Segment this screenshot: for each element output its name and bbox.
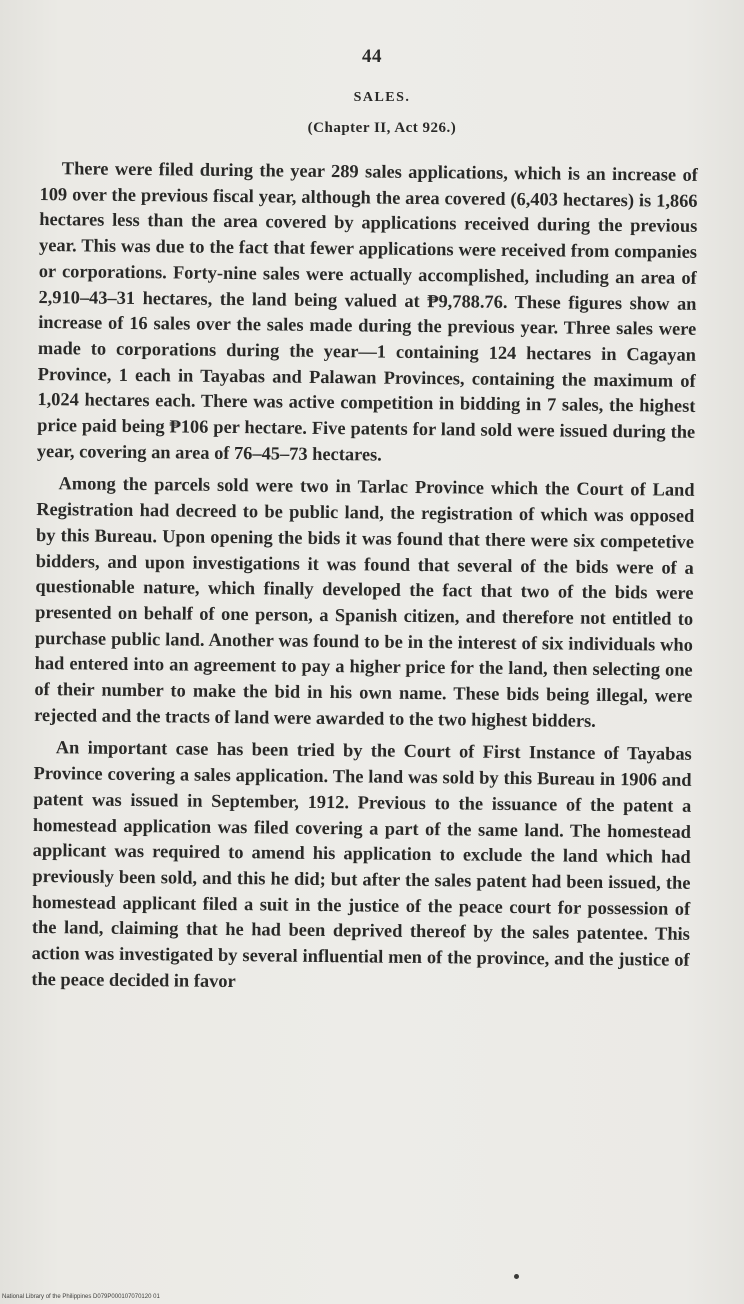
body-text <box>31 156 698 1006</box>
paragraph-sales-summary: There were filed during the year 289 sales applications, which is an increase of 109 over the previous fiscal year, although the area covered (6,403 hectares) is 1,866 hectares less than the area covered by applications received during the previous year. This was due to the fact that fewer applications were received from companies or corporations. Forty-nine sales were actually accomplished, including an area of 2,910–43–31 hectares, the land being valued at ₱9,788.76. These figures show an increase of 16 sales over the sales made during the previous year. Three sales were made to corporations during the year—1 containing 124 hectares in Cagayan Province, 1 each in Tayabas and Palawan Provinces, containing the maximum of 1,024 hectares each. There was active competition in bidding in 7 sales, the highest price paid being ₱106 per hectare. Five patents for land sold were issued during the year, covering an area of 76–45–73 hectares. <box>36 158 698 465</box>
scan-caption: National Library of the Philippines D079P000107070120 01 <box>2 1294 160 1300</box>
paragraph-tarlac-parcels: Among the parcels sold were two in Tarlac Province which the Court of Land Registration had decreed to be public land, the registration of which was opposed by this Bureau. Upon opening the bids it was found that there were six competetive bidders, and upon investigations it was found that several of the bids were of a questionable nature, which finally developed the fact that two of the bids were presented on behalf of one person, a Spanish citizen, and therefore not entitled to purchase public land. Another was found to be in the interest of six individuals who had entered into an agreement to pay a higher price for the land, then selecting one of their number to make the bid in his own name. These bids being illegal, were rejected and the tracts of land were awarded to the two highest bidders. <box>34 473 695 731</box>
section-title: SALES. <box>353 90 411 105</box>
section-subtitle: (Chapter II, Act 926.) <box>307 120 457 136</box>
ink-dot <box>514 1274 519 1279</box>
paragraph-tayabas-case: An important case has been tried by the Court of First Instance of Tayabas Province covering a sales application. The land was sold by this Bureau in 1906 and patent was issued in September, 1912. Previous to the issuance of the patent a homestead application was filed covering a part of the same land. The homestead applicant was required to amend his application to exclude the land which had previously been sold, and this he did; but after the sales patent had been issued, the homestead applicant filed a suit in the justice of the peace court for possession of the land, claiming that he had been deprived thereof by the sales patentee. This action was investigated by several influential men of the province, and the justice of the peace decided in favor <box>31 737 692 991</box>
page-number: 44 <box>362 46 382 67</box>
